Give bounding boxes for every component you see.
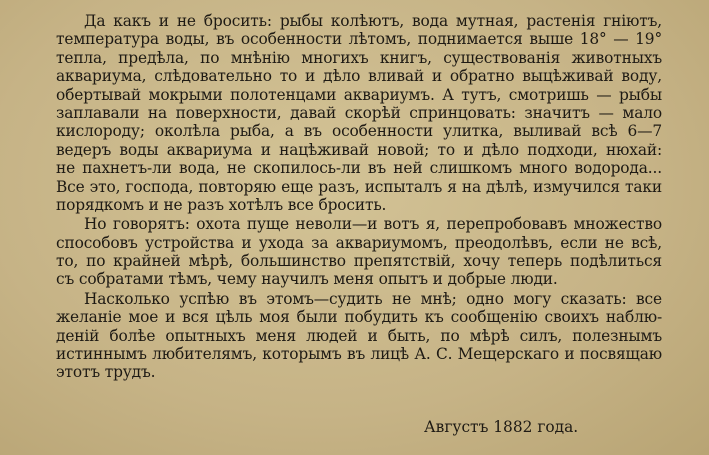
text-line: кислороду; околѣла рыба, а въ особенности улитка, выливай всѣ 6—7 bbox=[56, 122, 662, 141]
text-line: не пахнетъ-ли вода, не скопилось-ли въ ней слишкомъ много водорода... bbox=[56, 159, 662, 178]
text-line: деній болѣе опытныхъ меня людей и быть, по мѣрѣ силъ, полезнымъ bbox=[56, 326, 662, 345]
text-line: Насколько успѣю въ этомъ—судить не мнѣ; одно могу сказать: все bbox=[84, 289, 662, 308]
text-line: обертывай мокрыми полотенцами аквариумъ. А тутъ, смотришь — рыбы bbox=[56, 85, 662, 104]
text-line: температура воды, въ особенности лѣтомъ, поднимается выше 18° — 19° bbox=[56, 30, 662, 49]
text-line: этотъ трудъ. bbox=[56, 363, 156, 382]
text-line: Но говорятъ: охота пуще неволи—и вотъ я, перепробовавъ множество bbox=[84, 215, 662, 234]
paragraph-3 bbox=[56, 290, 662, 382]
text-line: способовъ устройства и ухода за аквариумомъ, преодолѣвъ, если не всѣ, bbox=[56, 233, 662, 252]
paragraph-2 bbox=[56, 215, 662, 289]
document-page bbox=[56, 12, 662, 382]
text-line: желаніе мое и вся цѣль моя были побудить къ сообщенію своихъ наблю- bbox=[56, 308, 662, 327]
text-line: съ собратами тѣмъ, чему научилъ меня опытъ и добрые люди. bbox=[56, 270, 558, 289]
text-line: порядкомъ и не разъ хотѣлъ все бросить. bbox=[56, 195, 387, 214]
text-line: Да какъ и не бросить: рыбы колѣютъ, вода мутная, растенія гніютъ, bbox=[84, 12, 662, 30]
text-line: заплавали на поверхности, давай скорѣй спринцовать: значитъ — мало bbox=[56, 103, 662, 122]
text-line: истиннымъ любителямъ, которымъ въ лицѣ А. С. Мещерскаго и посвящаю bbox=[56, 345, 662, 364]
date-signature: Августъ 1882 года. bbox=[424, 418, 579, 436]
text-line: аквариума, слѣдовательно то и дѣло вливай и обратно выцѣживай воду, bbox=[56, 67, 662, 86]
text-line: то, по крайней мѣрѣ, большинство препятствій, хочу теперь подѣлиться bbox=[56, 252, 662, 271]
paragraph-1 bbox=[56, 12, 662, 214]
text-line: Все это, господа, повторяю еще разъ, испыталъ я на дѣлѣ, измучился таки bbox=[56, 177, 662, 196]
text-line: ведеръ воды аквариума и нацѣживай новой; то и дѣло подходи, нюхай: bbox=[56, 140, 662, 159]
text-line: тепла, предѣла, по мнѣнію многихъ книгъ, существованія животныхъ bbox=[56, 48, 662, 67]
